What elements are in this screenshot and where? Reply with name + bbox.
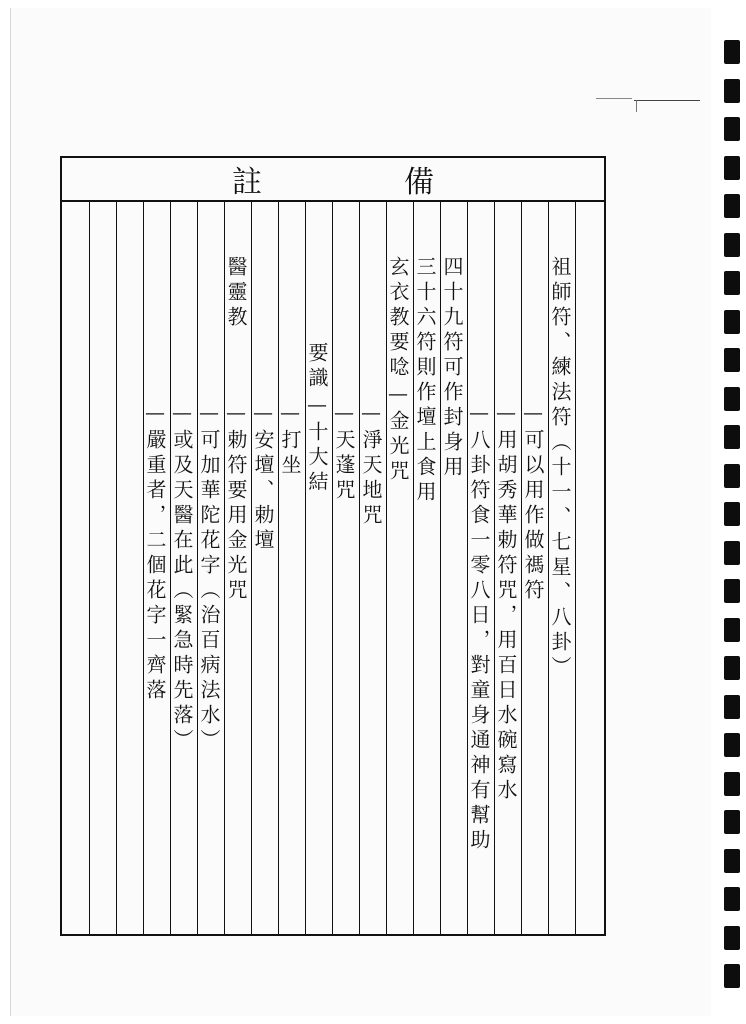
note-column: —安壇、勅壇	[251, 400, 275, 554]
binding-ring	[724, 964, 740, 988]
binding-ring	[724, 618, 740, 642]
binding-ring	[724, 271, 740, 295]
binding-ring	[724, 502, 740, 526]
column-rule	[251, 202, 252, 934]
binding-ring	[724, 810, 740, 834]
binding-ring	[724, 656, 740, 680]
binding-ring	[724, 40, 740, 64]
note-column: 祖師符、練法符（十一、七星、八卦）	[548, 256, 572, 681]
column-rule	[116, 202, 117, 934]
binding-ring	[724, 425, 740, 449]
note-column: —天蓬咒	[332, 400, 356, 504]
binding-ring	[724, 541, 740, 565]
binding-ring	[724, 233, 740, 257]
binding-ring	[724, 926, 740, 950]
column-rule	[359, 202, 360, 934]
column-rule	[89, 202, 90, 934]
notes-frame	[60, 156, 606, 936]
scan-mark	[634, 100, 700, 101]
binding-ring	[724, 849, 740, 873]
note-column: 玄衣教要唸—金光咒	[386, 256, 410, 485]
scan-mark	[596, 98, 632, 99]
note-column: —可加華陀花字（治百病法水）	[197, 400, 221, 754]
page-title: 註 備	[232, 165, 490, 200]
binding-ring	[724, 772, 740, 796]
binding-ring	[724, 387, 740, 411]
binding-ring	[724, 733, 740, 757]
column-rule	[332, 202, 333, 934]
scan-mark	[636, 100, 637, 112]
note-column: —勅符要用金光咒	[224, 400, 248, 604]
binding-ring	[724, 117, 740, 141]
column-rule	[575, 202, 576, 934]
binding-ring	[724, 695, 740, 719]
note-column: —嚴重者，二個花字一齊落	[143, 400, 167, 704]
title-bar	[62, 158, 604, 202]
note-column: —可以用作做禡符	[521, 400, 545, 604]
binding-ring	[724, 79, 740, 103]
note-column: 醫靈教	[224, 256, 248, 331]
binding-ring	[724, 194, 740, 218]
binding-ring	[724, 887, 740, 911]
note-column: 要識—十大結	[305, 342, 329, 496]
binding-ring	[724, 310, 740, 334]
column-rule	[278, 202, 279, 934]
binding-ring	[724, 156, 740, 180]
column-rule	[305, 202, 306, 934]
note-column: —打坐	[278, 400, 302, 479]
binding-ring	[724, 464, 740, 488]
binding-ring	[724, 579, 740, 603]
binding-ring	[724, 348, 740, 372]
note-column: 四十九符可作封身用	[440, 256, 464, 481]
note-column: —淨天地咒	[359, 400, 383, 529]
note-column: —用胡秀華勅符咒，用百日水碗寫水	[494, 400, 518, 804]
note-column: —或及天醫在此（緊急時先落）	[170, 400, 194, 754]
note-column: 三十六符則作壇上食用	[413, 256, 437, 506]
note-column: —八卦符食一零八日，對童身通神有幫助	[467, 400, 491, 854]
